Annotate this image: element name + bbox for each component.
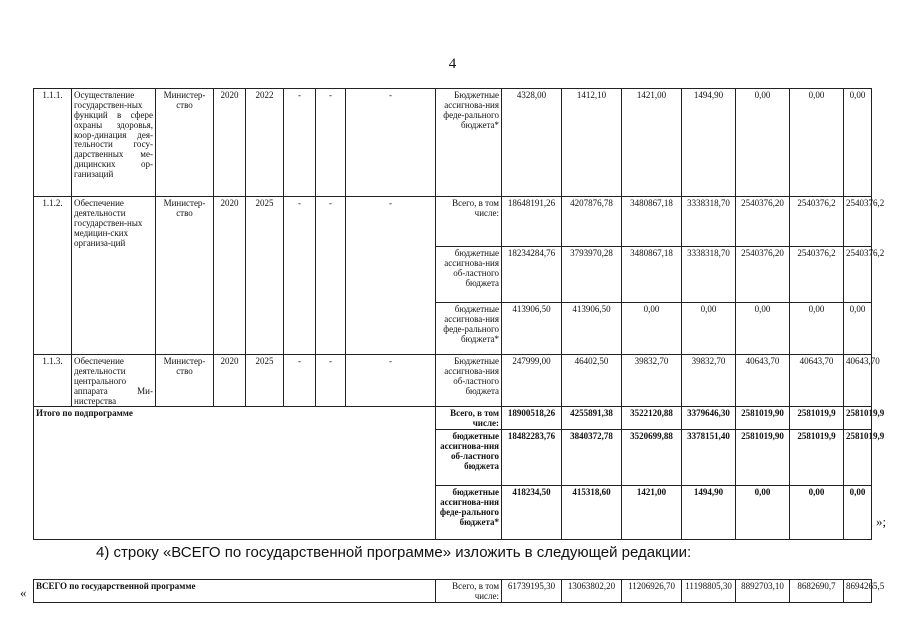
subtotal-value: 18482283,76	[502, 430, 562, 486]
funding-value: 3338318,70	[682, 197, 736, 247]
subtotal-value: 3840372,78	[562, 430, 622, 486]
program-total-value: 8694265,5	[844, 580, 872, 603]
subtotal-value: 1421,00	[622, 486, 682, 540]
program-total-value: 61739195,30	[502, 580, 562, 603]
funding-value: 3480867,18	[622, 197, 682, 247]
subtotal-value: 2581019,90	[736, 407, 790, 430]
funding-value: 0,00	[736, 89, 790, 197]
funding-value: 2540376,2	[790, 247, 844, 303]
subtotal-label: Итого по подпрограмме	[34, 407, 436, 540]
program-total-value: 8682690,7	[790, 580, 844, 603]
funding-value: 4207876,78	[562, 197, 622, 247]
table-row	[34, 355, 872, 407]
item-dash: -	[346, 355, 436, 407]
subtotal-source: Всего, в том числе:	[436, 407, 502, 430]
funding-value: 2540376,2	[844, 247, 872, 303]
amendment-paragraph: 4) строку «ВСЕГО по государственной программе» изложить в следующей редакции:	[96, 544, 692, 561]
subtotal-value: 2581019,9	[790, 407, 844, 430]
funding-value: 2540376,2	[844, 197, 872, 247]
funding-value: 40643,70	[736, 355, 790, 407]
funding-value: 1494,90	[682, 89, 736, 197]
funding-value: 39832,70	[682, 355, 736, 407]
item-start-year: 2020	[214, 197, 246, 355]
funding-value: 39832,70	[622, 355, 682, 407]
program-total-row	[34, 580, 872, 603]
item-name: Обеспечение деятельности государствен-ных медицин-ских организа-ций	[72, 197, 156, 355]
item-start-year: 2020	[214, 355, 246, 407]
funding-value: 2540376,20	[736, 247, 790, 303]
item-executor: Министер-ство	[156, 197, 214, 355]
funding-value: 0,00	[682, 303, 736, 355]
item-dash: -	[346, 89, 436, 197]
subtotal-value: 0,00	[844, 486, 872, 540]
subtotal-value: 18900518,26	[502, 407, 562, 430]
subtotal-value: 2581019,9	[790, 430, 844, 486]
subtotal-value: 3522120,88	[622, 407, 682, 430]
item-name: Обеспечение деятельности центрального аппарата Ми-нистерства	[72, 355, 156, 407]
funding-value: 0,00	[736, 303, 790, 355]
subtotal-value: 3378151,40	[682, 430, 736, 486]
funding-value: 247999,00	[502, 355, 562, 407]
funding-value: 40643,70	[844, 355, 872, 407]
funding-value: 46402,50	[562, 355, 622, 407]
funding-value: 0,00	[790, 89, 844, 197]
funding-value: 413906,50	[502, 303, 562, 355]
item-dash: -	[284, 89, 316, 197]
item-executor: Министер-ство	[156, 355, 214, 407]
subtotal-source: бюджетные ассигнова-ния феде-рального бюджета*	[436, 486, 502, 540]
item-executor: Министер-ство	[156, 89, 214, 197]
program-total-table	[33, 579, 885, 603]
funding-value: 2540376,20	[736, 197, 790, 247]
subtotal-value: 2581019,9	[844, 407, 872, 430]
funding-value: 3338318,70	[682, 247, 736, 303]
page-number: 4	[448, 56, 457, 72]
funding-value: 18648191,26	[502, 197, 562, 247]
table-row	[34, 89, 872, 197]
funding-value: 0,00	[790, 303, 844, 355]
item-dash: -	[284, 355, 316, 407]
funding-value: 0,00	[844, 89, 872, 197]
closing-quote: »;	[876, 514, 887, 529]
subtotal-source: бюджетные ассигнова-ния об-ластного бюджета	[436, 430, 502, 486]
funding-value: 3793970,28	[562, 247, 622, 303]
funding-value: 18234284,76	[502, 247, 562, 303]
item-code: 1.1.2.	[34, 197, 72, 355]
subtotal-value: 0,00	[790, 486, 844, 540]
funding-value: 3480867,18	[622, 247, 682, 303]
funding-value: 40643,70	[790, 355, 844, 407]
subtotal-value: 4255891,38	[562, 407, 622, 430]
item-end-year: 2025	[246, 197, 284, 355]
item-dash: -	[316, 197, 346, 355]
item-name: Осуществление государствен-ных функций в сфере охраны здоровья, коор-динация дея-тельности госу-дарственных ме-дицинских ор-ганизаций	[72, 89, 156, 197]
program-total-source: Всего, в том числе:	[436, 580, 502, 603]
item-dash: -	[316, 89, 346, 197]
item-code: 1.1.1.	[34, 89, 72, 197]
subtotal-value: 2581019,9	[844, 430, 872, 486]
item-end-year: 2025	[246, 355, 284, 407]
funding-value: 1412,10	[562, 89, 622, 197]
subtotal-value: 418234,50	[502, 486, 562, 540]
funding-source: Бюджетные ассигнова-ния об-ластного бюджета	[436, 355, 502, 407]
funding-value: 0,00	[622, 303, 682, 355]
program-total-value: 8892703,10	[736, 580, 790, 603]
item-code: 1.1.3.	[34, 355, 72, 407]
funding-source: бюджетные ассигнова-ния об-ластного бюджета	[436, 247, 502, 303]
subtotal-value: 0,00	[736, 486, 790, 540]
item-dash: -	[284, 197, 316, 355]
subtotal-value: 415318,60	[562, 486, 622, 540]
funding-source: Всего, в том числе:	[436, 197, 502, 247]
subtotal-row	[34, 407, 872, 430]
item-end-year: 2022	[246, 89, 284, 197]
funding-source: Бюджетные ассигнова-ния феде-рального бюджета*	[436, 89, 502, 197]
funding-source: бюджетные ассигнова-ния феде-рального бюджета*	[436, 303, 502, 355]
item-dash: -	[316, 355, 346, 407]
funding-value: 2540376,2	[790, 197, 844, 247]
funding-value: 413906,50	[562, 303, 622, 355]
budget-table	[33, 88, 885, 540]
funding-value: 1421,00	[622, 89, 682, 197]
program-total-value: 11198805,30	[682, 580, 736, 603]
subtotal-value: 1494,90	[682, 486, 736, 540]
item-dash: -	[346, 197, 436, 355]
program-total-label: ВСЕГО по государственной программе	[34, 580, 436, 603]
funding-value: 4328,00	[502, 89, 562, 197]
program-total-value: 13063802,20	[562, 580, 622, 603]
item-start-year: 2020	[214, 89, 246, 197]
subtotal-value: 2581019,90	[736, 430, 790, 486]
program-total-value: 11206926,70	[622, 580, 682, 603]
funding-value: 0,00	[844, 303, 872, 355]
table-row	[34, 197, 872, 247]
subtotal-value: 3379646,30	[682, 407, 736, 430]
subtotal-value: 3520699,88	[622, 430, 682, 486]
opening-quote: «	[20, 585, 27, 600]
